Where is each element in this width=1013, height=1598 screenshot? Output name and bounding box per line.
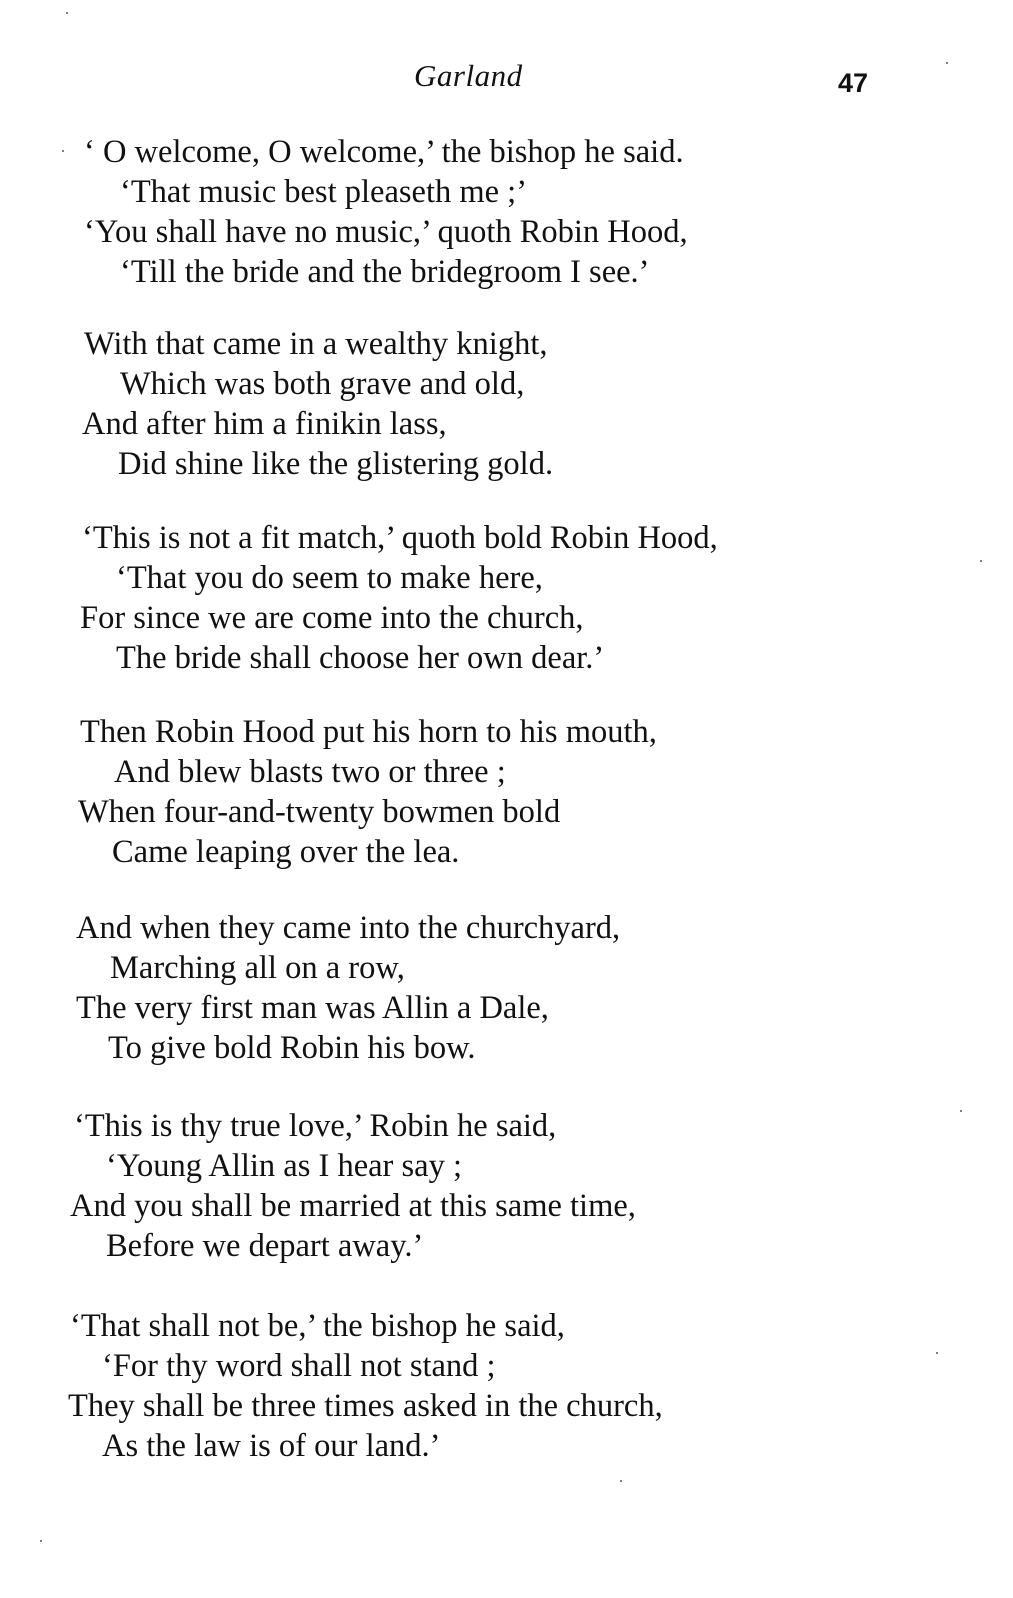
scan-speck [40, 1540, 42, 1542]
verse-line: ‘This is thy true love,’ Robin he said, [74, 1108, 557, 1144]
verse-line-indented: ‘For thy word shall not stand ; [102, 1348, 496, 1384]
verse-line: They shall be three times asked in the church, [68, 1388, 663, 1424]
verse-line: The very first man was Allin a Dale, [76, 990, 549, 1026]
verse-line: And you shall be married at this same time, [70, 1188, 636, 1224]
page-number: 47 [838, 68, 869, 98]
verse-line: For since we are come into the church, [80, 600, 584, 636]
running-title: Garland [414, 58, 523, 93]
verse-line-indented: To give bold Robin his bow. [108, 1030, 476, 1066]
verse-line-indented: ‘That you do seem to make here, [116, 560, 543, 596]
scan-speck [960, 1110, 962, 1112]
scan-speck [66, 12, 68, 14]
scan-speck [62, 150, 64, 152]
verse-line: When four-and-twenty bowmen bold [78, 794, 561, 830]
verse-line: ‘You shall have no music,’ quoth Robin Hood, [84, 214, 688, 250]
verse-line-indented: Before we depart away.’ [106, 1228, 424, 1264]
verse-line: And when they came into the churchyard, [76, 910, 621, 946]
verse-line: And after him a finikin lass, [82, 406, 447, 442]
verse-line-indented: ‘Young Allin as I hear say ; [106, 1148, 462, 1184]
verse-line: ‘This is not a fit match,’ quoth bold Robin Hood, [82, 520, 718, 556]
running-head [0, 58, 1013, 102]
verse-line-indented: Came leaping over the lea. [112, 834, 460, 870]
verse-line-indented: ‘That music best pleaseth me ;’ [120, 174, 528, 210]
scan-speck [980, 560, 982, 562]
verse-line: With that came in a wealthy knight, [84, 326, 548, 362]
verse-line-indented: Marching all on a row, [110, 950, 405, 986]
verse-line: Then Robin Hood put his horn to his mouth, [80, 714, 657, 750]
verse-line-indented: The bride shall choose her own dear.’ [116, 640, 605, 676]
verse-line-indented: And blew blasts two or three ; [114, 754, 506, 790]
verse-line-indented: As the law is of our land.’ [102, 1428, 441, 1464]
verse-line-indented: Which was both grave and old, [120, 366, 525, 402]
verse-line: ‘ O welcome, O welcome,’ the bishop he said. [84, 134, 684, 170]
scan-speck [946, 62, 948, 64]
scan-speck [936, 1352, 938, 1354]
verse-line: ‘That shall not be,’ the bishop he said, [70, 1308, 565, 1344]
verse-line-indented: Did shine like the glistering gold. [118, 446, 554, 482]
verse-line-indented: ‘Till the bride and the bridegroom I see.’ [120, 254, 650, 290]
scan-speck [620, 1480, 622, 1482]
